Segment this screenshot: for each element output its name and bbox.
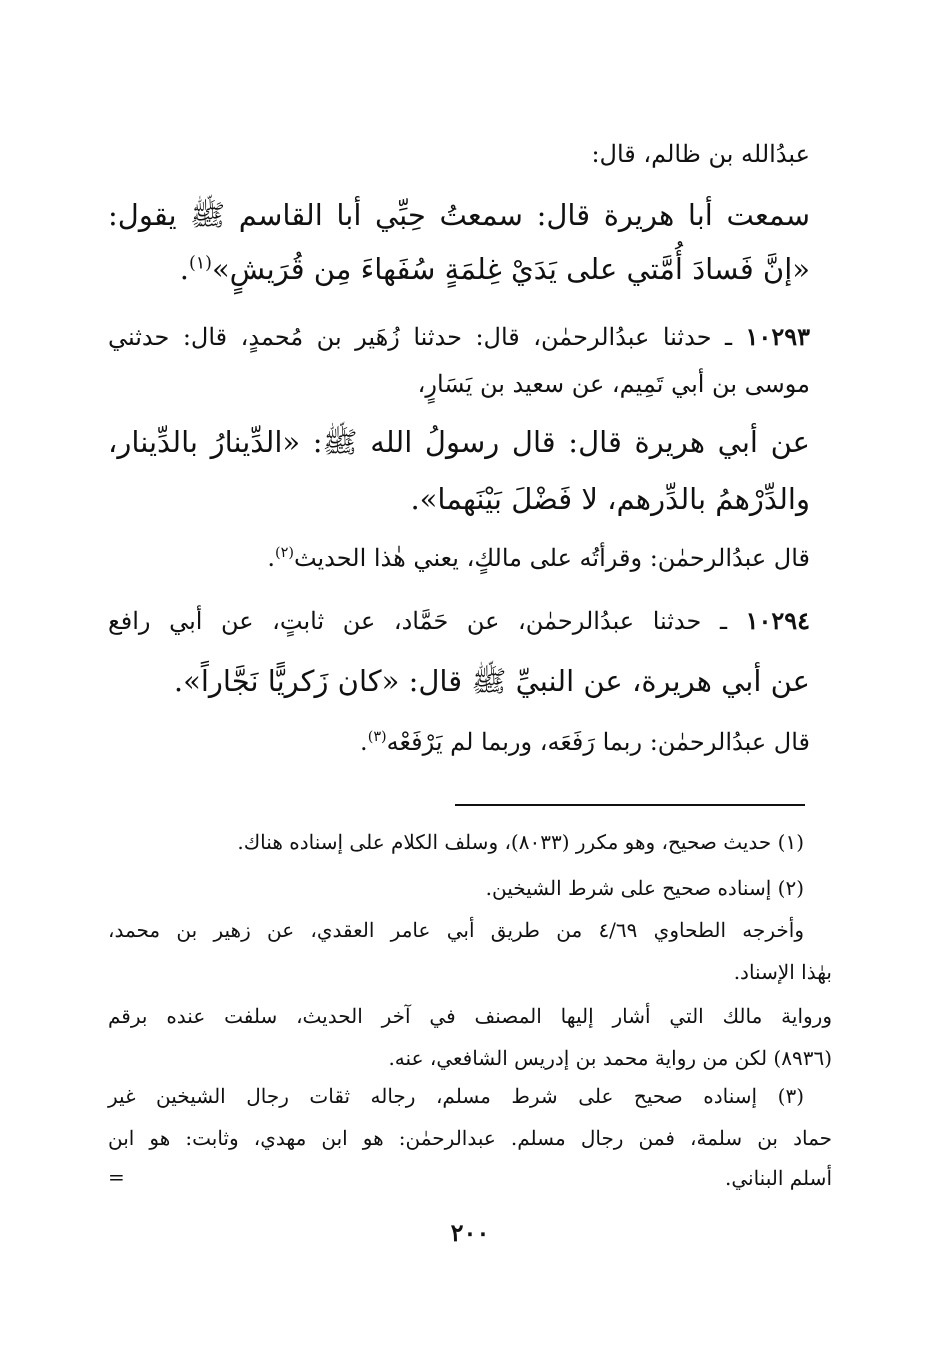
footnote-line: أسلم البناني. [724, 1166, 832, 1190]
footnote-line: (٢) إسناده صحيح على شرط الشيخين. [485, 876, 804, 900]
hadith-number: ١٠٢٩٤ [745, 606, 811, 635]
footnote-line: وأخرجه الطحاوي ٤/٦٩ من طريق أبي عامر العقدي، عن زهير بن محمد، [108, 918, 804, 942]
footnote-line: (٨٩٣٦) لكن من رواية محمد بن إدريس الشافعي، عنه. [388, 1046, 832, 1070]
hadith-number: ١٠٢٩٣ [745, 322, 810, 351]
isnad-line: ١٠٢٩٤ ـ حدثنا عبدُالرحمٰن، عن حَمَّاد، عن ثابتٍ، عن أبي رافع [108, 606, 811, 635]
text-line: عبدُالله بن ظالم، قال: [591, 140, 810, 168]
hadith-text-line: عن أبي هريرة، عن النبيِّ ﷺ قال: «كان زَكريًّا نَجَّاراً». [173, 664, 810, 698]
hadith-text-line: عن أبي هريرة قال: قال رسولُ الله ﷺ: «الدِّينارُ بالدِّينار، [108, 425, 810, 459]
footnote-line: حماد بن سلمة، فمن رجال مسلم. عبدالرحمٰن: هو ابن مهدي، وثابت: هو ابن [108, 1126, 832, 1150]
continuation-mark: = [108, 1165, 125, 1189]
isnad-line: ١٠٢٩٣ ـ حدثنا عبدُالرحمٰن، قال: حدثنا زُهَير بن مُحمدٍ، قال: حدثني [108, 322, 810, 351]
page-number: ٢٠٠ [450, 1218, 490, 1247]
hadith-text-line: والدِّرْهمُ بالدِّرهم، لا فَضْلَ بَيْنَهما». [410, 482, 810, 516]
footnote-separator [455, 804, 805, 806]
text-line: قال عبدُالرحمٰن: ربما رَفَعَه، وربما لم يَرْفَعْه$^{(٣)}$. [360, 728, 810, 756]
footnote-line: ورواية مالك التي أشار إليها المصنف في آخر الحديث، سلفت عنده برقم [108, 1004, 832, 1028]
isnad-line: موسى بن أبي تَمِيم، عن سعيد بن يَسَارٍ، [417, 370, 810, 398]
footnote-line: (١) حديث صحيح، وهو مكرر (٨٠٣٣)، وسلف الكلام على إسناده هناك. [237, 830, 804, 854]
footnote-line: بهٰذا الإسناد. [733, 960, 832, 984]
hadith-text-line: سمعت أبا هريرة قال: سمعتُ حِبِّي أبا القاسم ﷺ يقول: [108, 198, 810, 232]
hadith-text-line: «إنَّ فَسادَ أُمَّتي على يَدَيْ غِلمَةٍ سُفَهاءَ مِن قُرَيشٍ»$^{(١)}$. [179, 252, 810, 286]
text-line: قال عبدُالرحمٰن: وقرأتُه على مالكٍ، يعني هٰذا الحديث$^{(٢)}$. [267, 544, 810, 572]
footnote-line: (٣) إسناده صحيح على شرط مسلم، رجاله ثقات رجال الشيخين غير [108, 1084, 804, 1108]
